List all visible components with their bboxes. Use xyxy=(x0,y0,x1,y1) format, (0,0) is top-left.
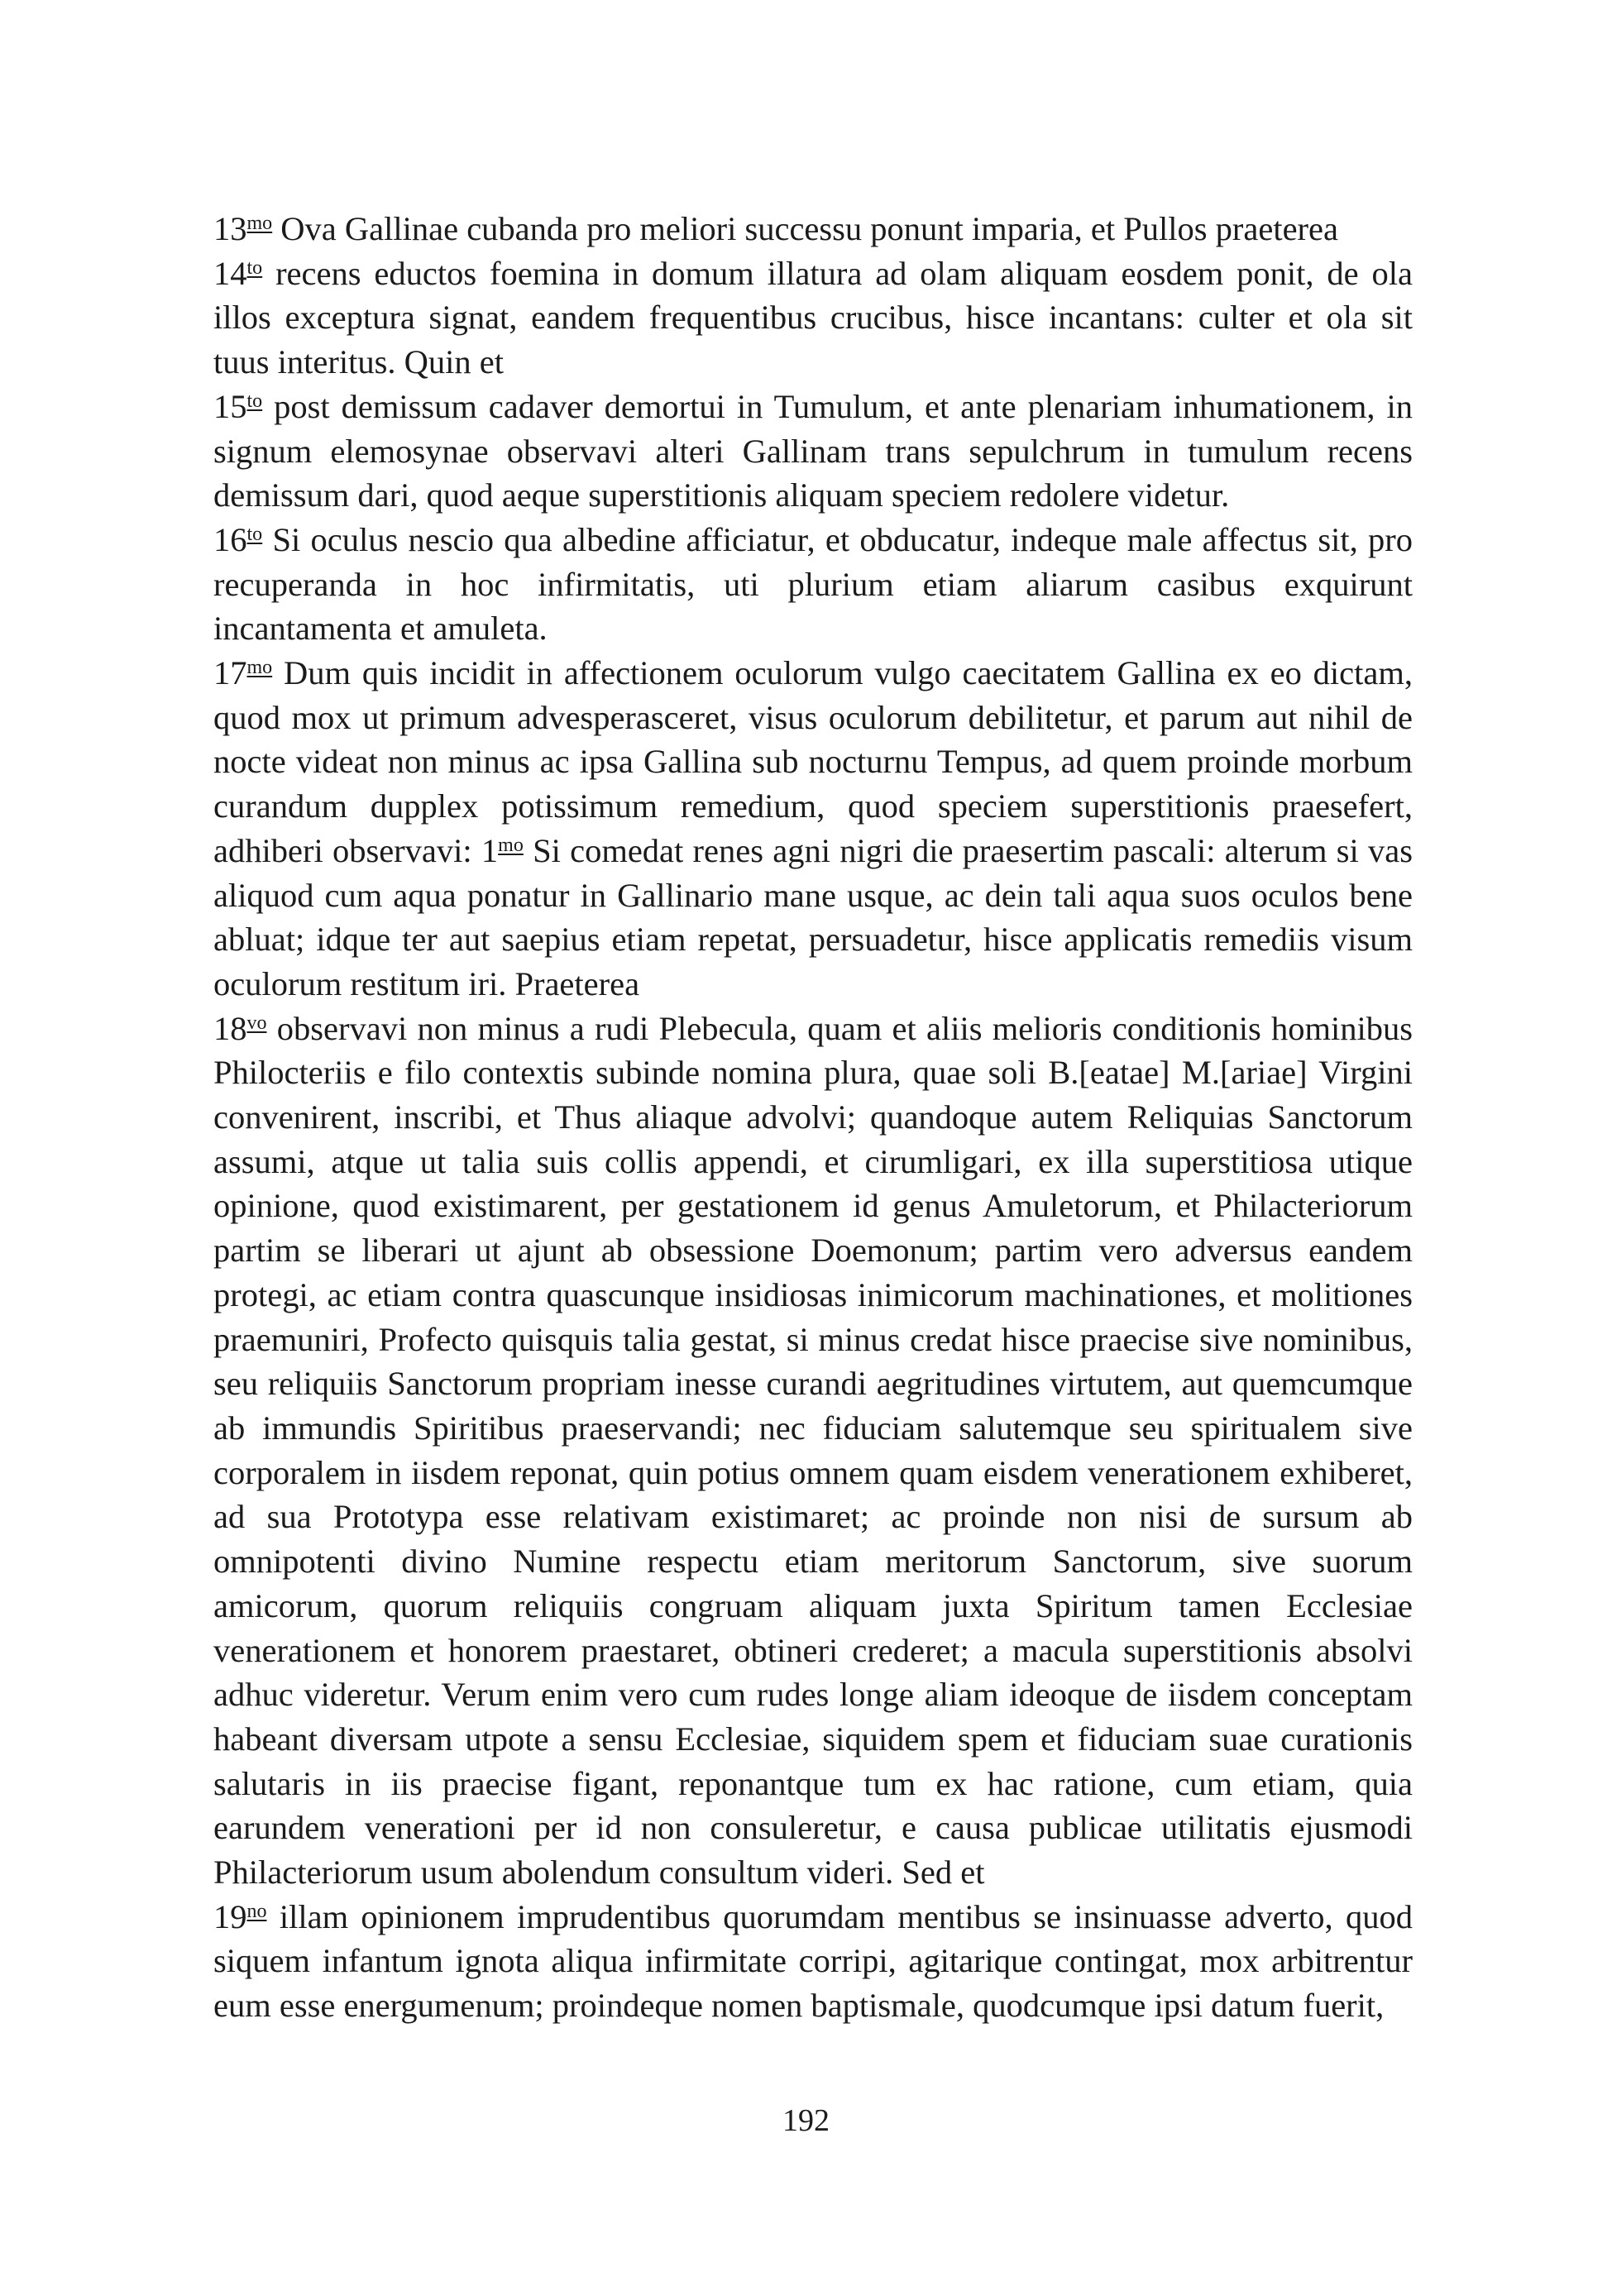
paragraph-number: $16^{to}$ xyxy=(213,520,263,558)
ordinal-suffix: mo xyxy=(246,213,273,234)
ordinal-suffix: no xyxy=(246,1900,267,1922)
paragraph-18 xyxy=(213,1007,1413,1895)
paragraph-number: $13^{mo}$ xyxy=(213,210,273,247)
page-body-text xyxy=(213,207,1413,2028)
paragraph-19 xyxy=(213,1895,1413,2028)
paragraph-number: $18^{vo}$ xyxy=(213,1009,267,1047)
paragraph-number: $19^{no}$ xyxy=(213,1897,267,1935)
ordinal-suffix: to xyxy=(246,390,263,412)
ordinal-suffix: to xyxy=(246,523,263,545)
paragraph-13 xyxy=(213,207,1413,251)
paragraph-number: $17^{mo}$ xyxy=(213,654,273,692)
paragraph-text: observavi non minus a rudi Plebecula, quam et aliis melioris conditionis hominibus Philocteriis e filo contextis subinde nomina plura, quae soli B.[eatae] M.[ariae] Virgini convenirent, inscribi, et Thus aliaque advolvi; quandoque autem Reliquias Sanctorum assumi, atque ut talia suis collis appendi, et cirumligari, ex illa superstitiosa utique opinione, quod existimarent, per gestationem id genus Amuletorum, et Philacteriorum partim se liberari ut ajunt ab obsessione Doemonum; partim vero adversus eandem protegi, ac etiam contra quascunque insidiosas inimicorum machinationes, et molitiones praemuniri, Profecto quisquis talia gestat, si minus credat hisce praecise sive nominibus, seu reliquiis Sanctorum propriam inesse curandi aegritudines virtutem, aut quemcumque ab immundis Spiritibus praeservandi; nec fiduciam salutemque seu spiritualem sive corporalem in iisdem reponat, quin potius omnem quam eisdem venerationem exhiberet, ad sua Prototypa esse relativam existimaret; ac proinde non nisi de sursum ab omnipotenti divino Numine respectu etiam meritorum Sanctorum, sive suorum amicorum, quorum reliquiis congruam aliquam juxta Spiritum tamen Ecclesiae venerationem et honorem praestaret, obtineri crederet; a macula superstitionis absolvi adhuc videretur. Verum enim vero cum rudes longe aliam ideoque de iisdem conceptam habeant diversam utpote a sensu Ecclesiae, siquidem spem et fiduciam suae curationis salutaris in iis praecise figant, reponantque tum ex hac ratione, cum etiam, quia earundem venerationi per id non consuleretur, e causa publicae utilitatis ejusmodi Philacteriorum usum abolendum consultum videri. Sed et xyxy=(213,1009,1413,1892)
paragraph-number: $14^{to}$ xyxy=(213,254,263,292)
paragraph-16 xyxy=(213,518,1413,651)
ordinal-suffix: vo xyxy=(246,1012,267,1034)
paragraph-text: recens eductos foemina in domum illatura ad olam aliquam eosdem ponit, de ola illos exceptura signat, eandem frequentibus crucibus, hisce incantans: culter et ola sit tuus interitus. Quin et xyxy=(213,254,1413,381)
paragraph-number: $15^{to}$ xyxy=(213,387,263,425)
paragraph-17 xyxy=(213,651,1413,1007)
paragraph-14 xyxy=(213,251,1413,385)
paragraph-text: Si oculus nescio qua albedine afficiatur, et obducatur, indeque male affectus sit, pro recuperanda in hoc infirmitatis, uti plurium etiam aliarum casibus exquirunt incantamenta et amuleta. xyxy=(213,520,1413,648)
page-number: 192 xyxy=(782,2103,830,2138)
inline-number: $1^{mo}$ xyxy=(481,831,524,869)
paragraph-15 xyxy=(213,385,1413,518)
ordinal-suffix: mo xyxy=(246,657,273,679)
ordinal-suffix: mo xyxy=(498,834,524,856)
paragraph-text: illam opinionem imprudentibus quorumdam mentibus se insinuasse adverto, quod siquem infantum ignota aliqua infirmitate corripi, agitarique contingat, mox arbitrentur eum esse energumenum; proindeque nomen baptismale, quodcumque ipsi datum fuerit, xyxy=(213,1897,1413,2025)
ordinal-suffix: to xyxy=(246,256,263,279)
paragraph-text: Dum quis incidit in affectionem oculorum vulgo caecitatem Gallina ex eo dictam, quod mox ut primum advesperasceret, visus oculorum debilitetur, et parum aut nihil de nocte videat non minus ac ipsa Gallina sub nocturnu Tempus, ad quem proinde morbum curandum dupplex potissimum remedium, quod speciem superstitionis praesefert, adhiberi observavi: xyxy=(213,654,1413,869)
paragraph-text-continued: Si comedat renes agni nigri die praesertim pascali: alterum si vas aliquod cum aqua ponatur in Gallinario mane usque, ac dein tali aqua suos oculos bene abluat; idque ter aut saepius etiam repetat, persuadetur, hisce applicatis remediis visum oculorum restitum iri. Praeterea xyxy=(213,831,1413,1002)
paragraph-text: post demissum cadaver demortui in Tumulum, et ante plenariam inhumationem, in signum elemosynae observavi alteri Gallinam trans sepulchrum in tumulum recens demissum dari, quod aeque superstitionis aliquam speciem redolere videtur. xyxy=(213,387,1413,514)
paragraph-text: Ova Gallinae cubanda pro meliori successu ponunt imparia, et Pullos praeterea xyxy=(272,210,1338,247)
